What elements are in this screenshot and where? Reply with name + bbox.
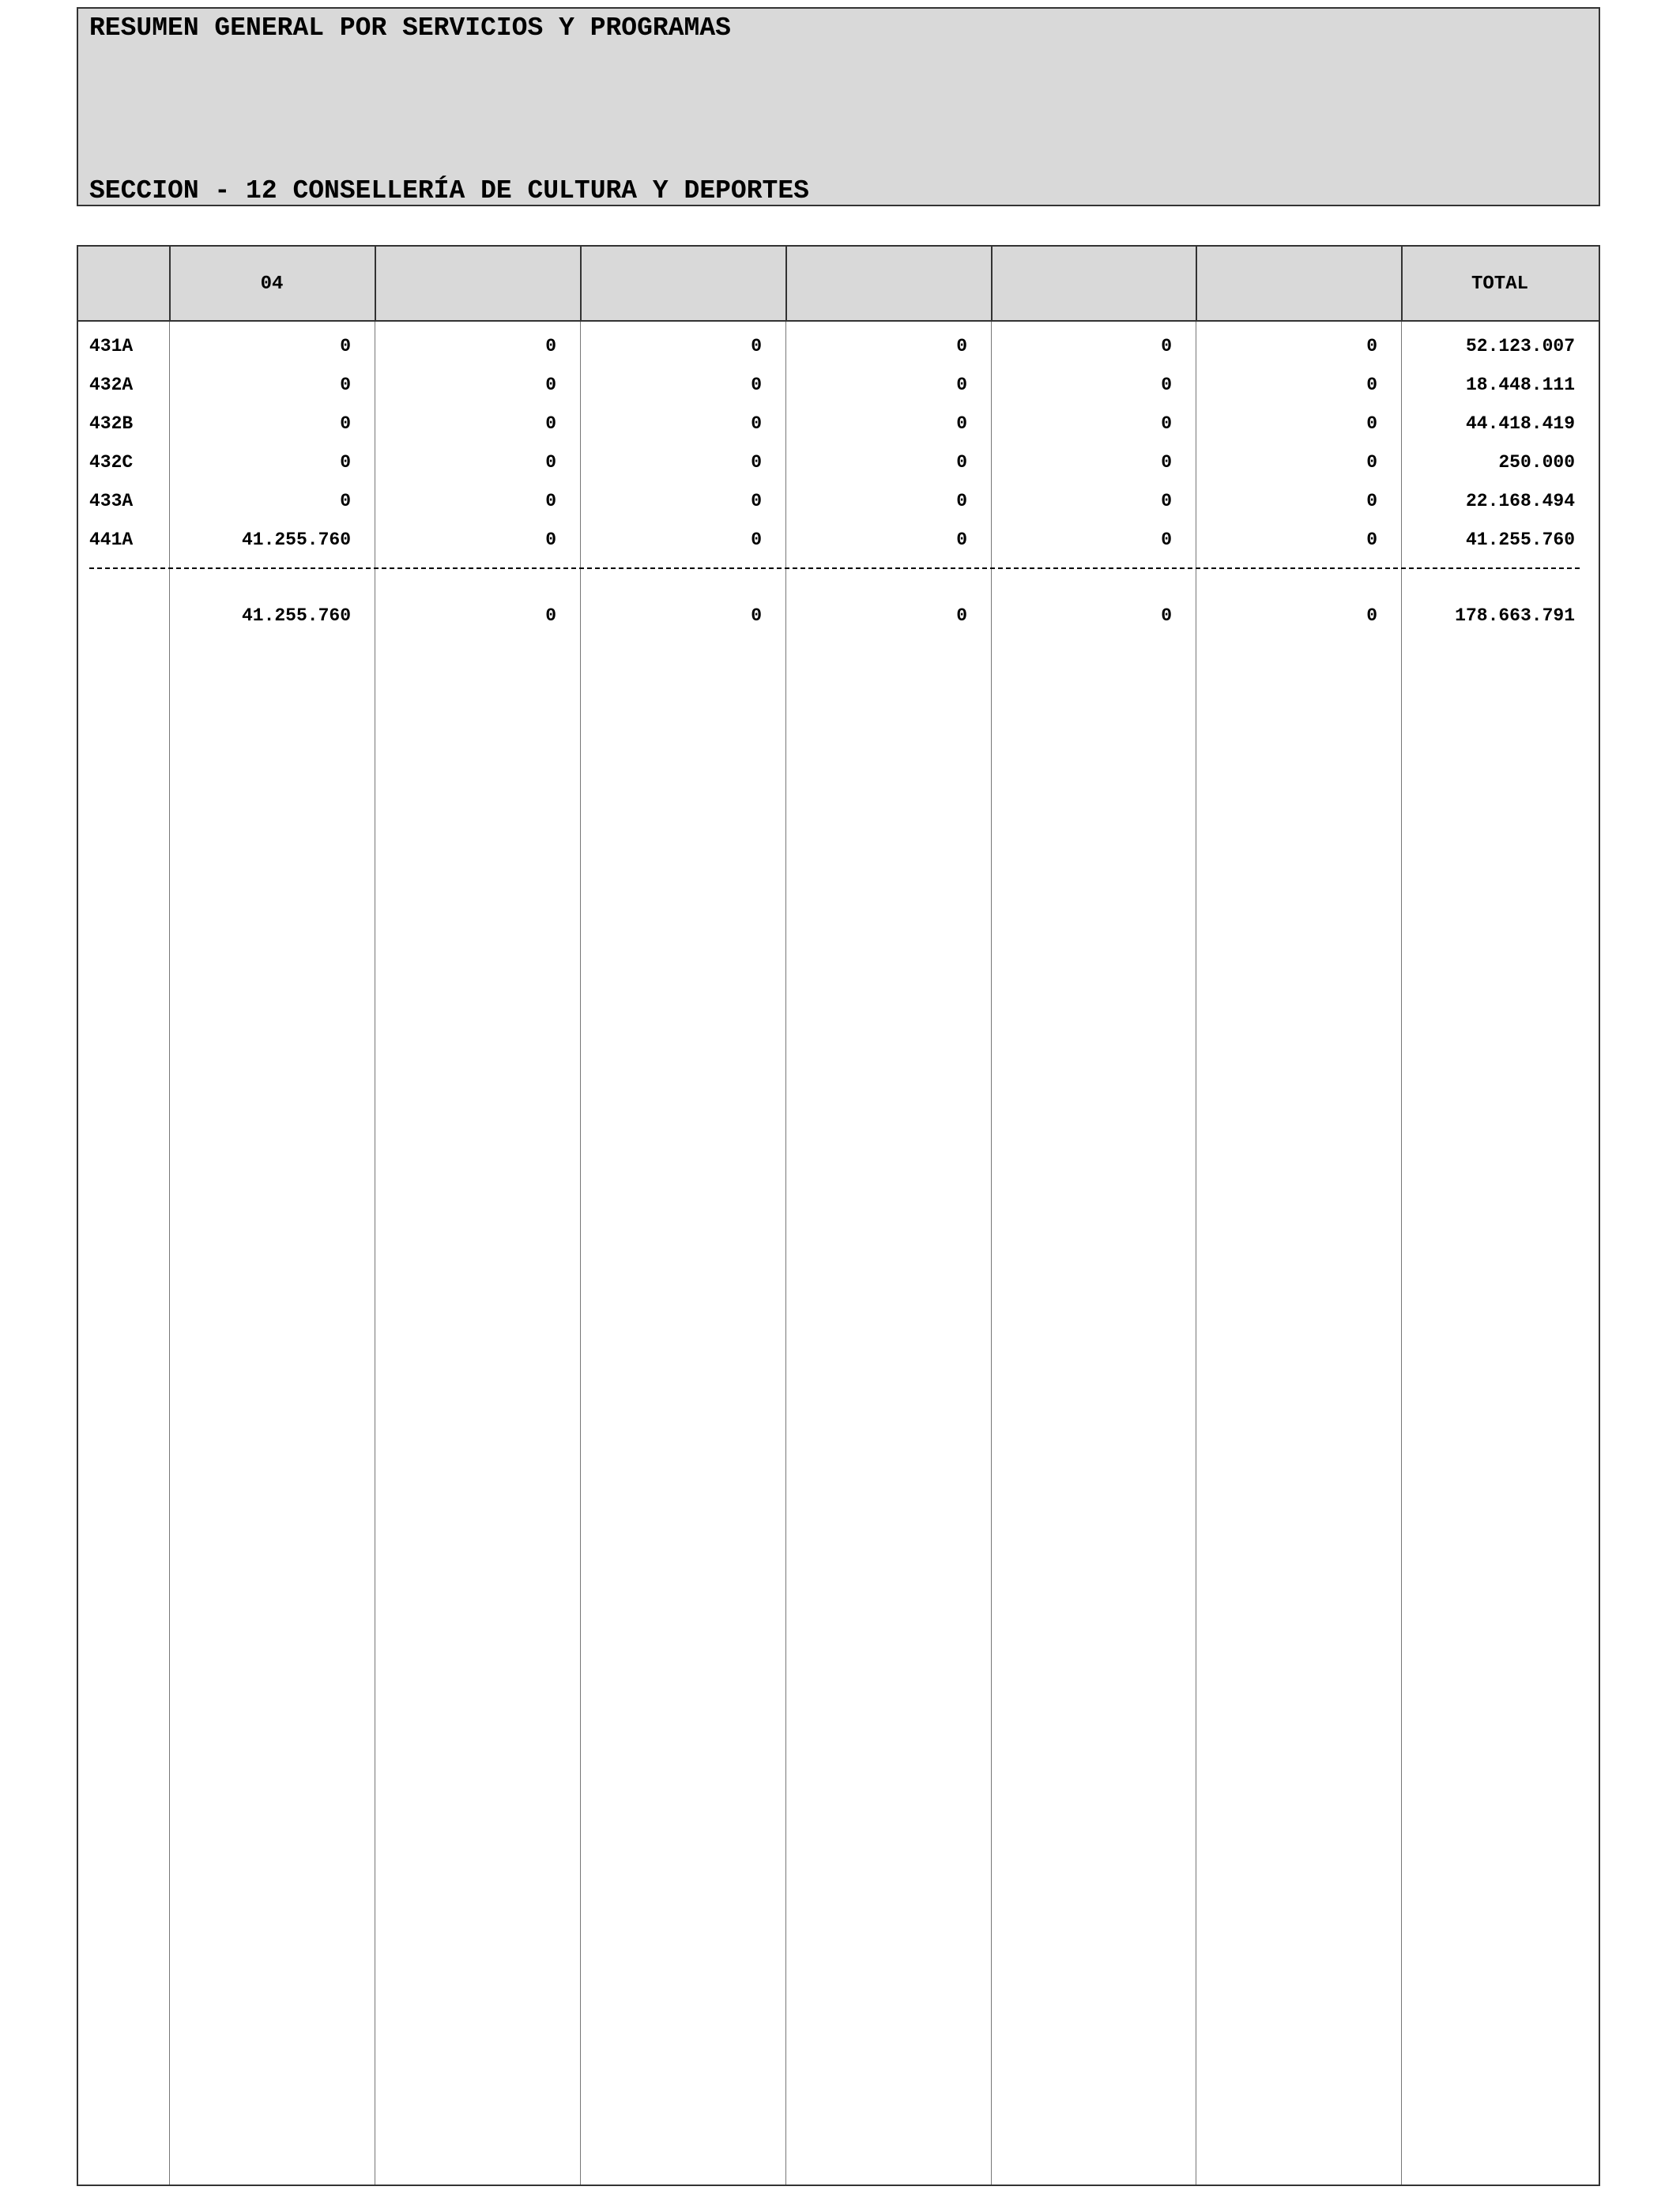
column-header: 04 <box>260 273 284 295</box>
report-title: RESUMEN GENERAL POR SERVICIOS Y PROGRAMAS <box>89 13 731 43</box>
table-row-cell: 0 <box>956 452 967 473</box>
table-row-cell: 0 <box>751 530 762 550</box>
totals-row-cell: 0 <box>545 605 556 626</box>
table-row-cell: 0 <box>545 491 556 511</box>
table-row-cell: 0 <box>340 452 351 473</box>
table-row-code: 432B <box>89 413 134 434</box>
table-row-cell: 0 <box>1161 491 1172 511</box>
table-row-cell: 0 <box>1366 375 1377 395</box>
header-column-divider <box>991 247 993 322</box>
summary-table <box>77 245 1600 2186</box>
totals-row-cell: 0 <box>1161 605 1172 626</box>
table-row-cell: 0 <box>545 530 556 550</box>
table-row-cell: 0 <box>1161 336 1172 356</box>
header-column-divider <box>1196 247 1197 322</box>
totals-row-cell: 0 <box>751 605 762 626</box>
table-row-cell: 0 <box>751 413 762 434</box>
table-row-cell: 0 <box>340 375 351 395</box>
table-row-code: 432A <box>89 375 134 395</box>
table-row-cell: 0 <box>1366 336 1377 356</box>
header-column-divider <box>785 247 787 322</box>
table-row-cell: 0 <box>545 413 556 434</box>
table-row-cell: 0 <box>1366 530 1377 550</box>
table-row-cell: 0 <box>340 336 351 356</box>
table-row-cell: 0 <box>340 413 351 434</box>
table-row-cell: 41.255.760 <box>1465 530 1575 550</box>
table-row-cell: 0 <box>956 530 967 550</box>
totals-separator <box>89 567 1580 569</box>
table-row-cell: 0 <box>751 491 762 511</box>
table-row-cell: 22.168.494 <box>1465 491 1575 511</box>
table-row-cell: 41.255.760 <box>241 530 351 550</box>
table-row-cell: 18.448.111 <box>1465 375 1575 395</box>
report-header <box>77 7 1600 206</box>
table-row-code: 432C <box>89 452 134 473</box>
table-row-code: 431A <box>89 336 134 356</box>
table-row-cell: 0 <box>956 491 967 511</box>
table-row-cell: 0 <box>1161 413 1172 434</box>
table-row-cell: 0 <box>956 336 967 356</box>
totals-row-cell: 41.255.760 <box>241 605 351 626</box>
table-row-cell: 0 <box>1161 452 1172 473</box>
table-row-cell: 250.000 <box>1498 452 1575 473</box>
table-row-cell: 44.418.419 <box>1465 413 1575 434</box>
table-row-cell: 0 <box>751 336 762 356</box>
table-row-cell: 0 <box>956 413 967 434</box>
section-title: SECCION - 12 CONSELLERÍA DE CULTURA Y DEPORTES <box>89 176 809 205</box>
table-row-cell: 0 <box>1366 452 1377 473</box>
table-row-cell: 0 <box>1161 375 1172 395</box>
table-row-cell: 0 <box>340 491 351 511</box>
totals-row-cell: 178.663.791 <box>1455 605 1575 626</box>
table-row-cell: 0 <box>1366 413 1377 434</box>
table-row-code: 433A <box>89 491 134 511</box>
header-column-divider <box>375 247 376 322</box>
table-row-cell: 0 <box>956 375 967 395</box>
table-row-cell: 0 <box>751 375 762 395</box>
table-row-cell: 0 <box>545 452 556 473</box>
table-row-cell: 0 <box>545 375 556 395</box>
table-row-cell: 0 <box>1366 491 1377 511</box>
table-row-cell: 0 <box>1161 530 1172 550</box>
column-header: TOTAL <box>1471 273 1528 295</box>
header-column-divider <box>580 247 582 322</box>
table-row-code: 441A <box>89 530 134 550</box>
table-row-cell: 0 <box>545 336 556 356</box>
totals-row-cell: 0 <box>1366 605 1377 626</box>
table-row-cell: 52.123.007 <box>1465 336 1575 356</box>
totals-row-cell: 0 <box>956 605 967 626</box>
table-row-cell: 0 <box>751 452 762 473</box>
